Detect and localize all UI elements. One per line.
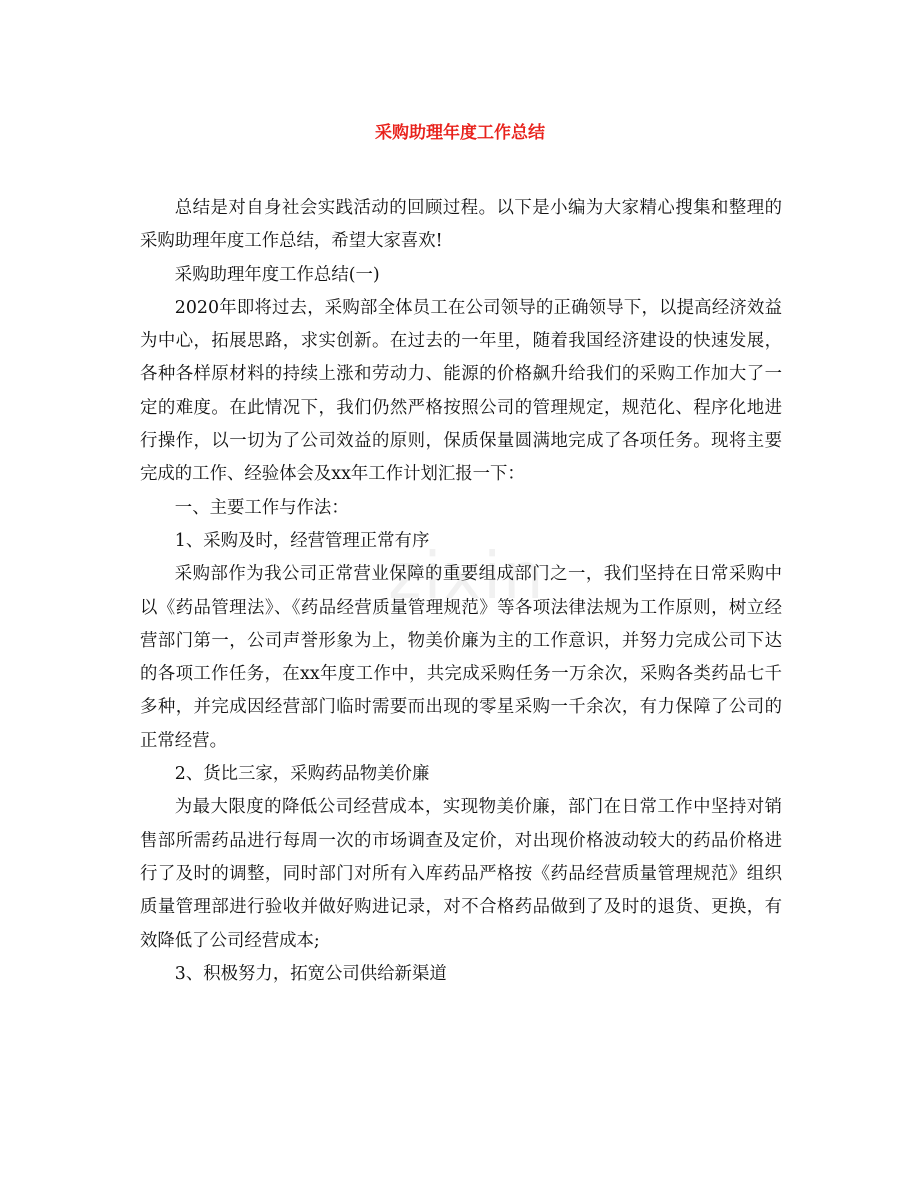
section-heading: 采购助理年度工作总结(一)	[174, 264, 380, 285]
subsection-heading: 3、积极努力，拓宽公司供给新渠道	[174, 963, 447, 984]
document-body	[140, 192, 782, 991]
body-paragraph: 2020年即将过去，采购部全体员工在公司领导的正确领导下，以提高经济效益为中心，拓展思路，求实创新。在过去的一年里，随着我国经济建设的快速发展，各种各样原材料的持续上涨和劳动力、能源的价格飙升给我们的采购工作加大了一定的难度。在此情况下，我们仍然严格按照公司的管理规定，规范化、程序化地进行操作，以一切为了公司效益的原则，保质保量圆满地完成了各项任务。现将主要完成的工作、经验体会及xx年工作计划汇报一下：	[140, 297, 782, 485]
section-heading: 一、主要工作与作法：	[174, 497, 349, 518]
subsection-heading: 2、货比三家，采购药品物美价廉	[174, 764, 430, 785]
body-paragraph: 为最大限度的降低公司经营成本，实现物美价廉，部门在日常工作中坚持对销售部所需药品进行每周一次的市场调查及定价，对出现价格波动较大的药品价格进行了及时的调整，同时部门对所有入库药品严格按《药品经营质量管理规范》组织质量管理部进行验收并做好购进记录，对不合格药品做到了及时的退货、更换，有效降低了公司经营成本;	[140, 797, 782, 951]
watermark: zixin	[388, 540, 546, 614]
document-title: 采购助理年度工作总结	[375, 123, 545, 143]
subsection-heading: 1、采购及时，经营管理正常有序	[174, 530, 430, 551]
body-paragraph: 采购部作为我公司正常营业保障的重要组成部门之一，我们坚持在日常采购中以《药品管理法》、《药品经营质量管理规范》等各项法律法规为工作原则，树立经营部门第一，公司声誉形象为上，物美价廉为主的工作意识，并努力完成公司下达的各项工作任务，在xx年度工作中，共完成采购任务一万余次，采购各类药品七千多种，并完成因经营部门临时需要而出现的零星采购一千余次，有力保障了公司的正常经营。	[140, 564, 782, 751]
intro-paragraph: 总结是对自身社会实践活动的回顾过程。以下是小编为大家精心搜集和整理的采购助理年度工作总结，希望大家喜欢!	[140, 198, 782, 252]
